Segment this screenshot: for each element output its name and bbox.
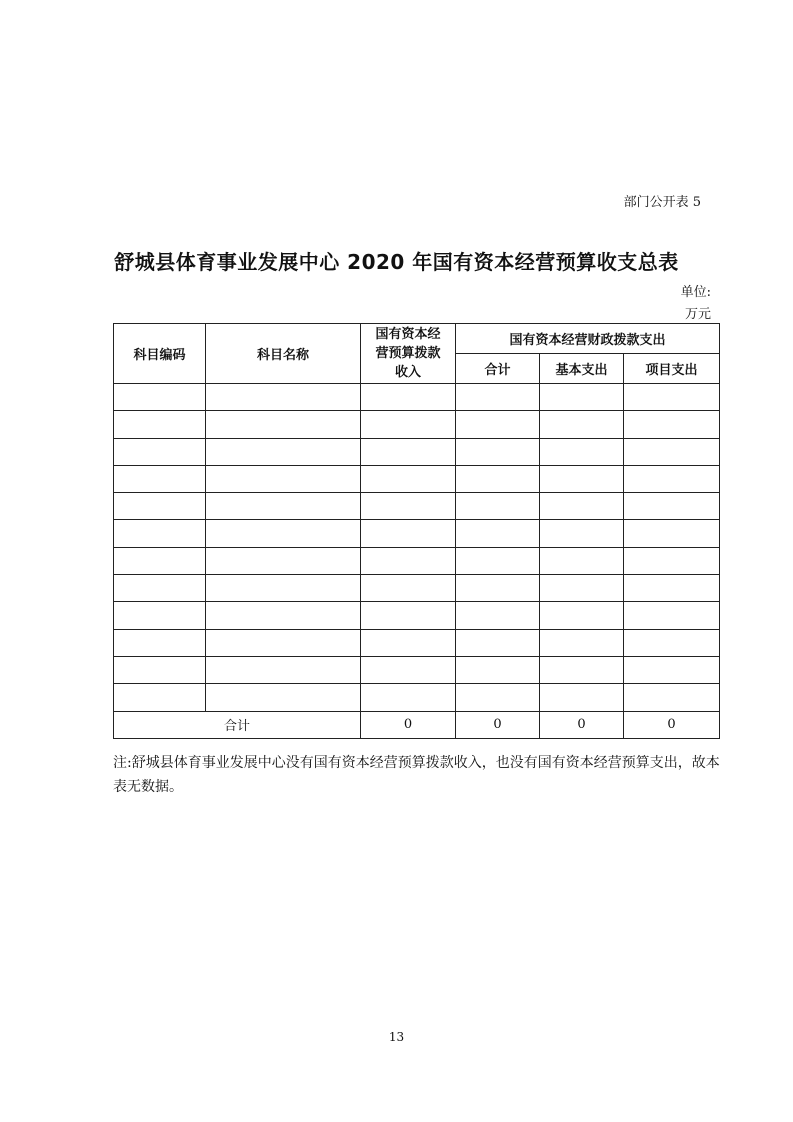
table-cell — [624, 384, 720, 411]
table-cell — [206, 438, 361, 465]
table-cell — [361, 656, 456, 683]
table-cell — [624, 438, 720, 465]
table-cell — [114, 493, 206, 520]
table-cell — [114, 411, 206, 438]
table-row — [114, 602, 720, 629]
header-income — [361, 324, 456, 384]
table-cell — [206, 656, 361, 683]
table-cell — [456, 684, 540, 711]
table-cell — [456, 547, 540, 574]
table-cell — [206, 520, 361, 547]
total-row-income: 0 — [361, 711, 456, 738]
header-expenditure-group: 国有资本经营财政拨款支出 — [456, 324, 720, 354]
table-cell — [540, 602, 624, 629]
table-cell — [114, 465, 206, 492]
table-cell — [456, 520, 540, 547]
table-cell — [114, 547, 206, 574]
table-cell — [361, 465, 456, 492]
table-cell — [206, 684, 361, 711]
table-cell — [361, 684, 456, 711]
table-cell — [540, 384, 624, 411]
table-row — [114, 384, 720, 411]
budget-table — [113, 323, 720, 739]
table-cell — [456, 575, 540, 602]
table-cell — [540, 411, 624, 438]
unit-value: 万元 — [684, 307, 711, 322]
table-cell — [540, 438, 624, 465]
header-project-expenditure: 项目支出 — [624, 354, 720, 384]
table-row — [114, 656, 720, 683]
total-row-label: 合计 — [114, 711, 361, 738]
footnote: 注:舒城县体育事业发展中心没有国有资本经营预算拨款收入，也没有国有资本经营预算支出，故本表无数据。 — [113, 755, 720, 795]
header-row-top — [114, 324, 720, 354]
table-cell — [206, 411, 361, 438]
unit-caption: 单位: — [680, 285, 711, 300]
table-cell — [456, 656, 540, 683]
table-cell — [540, 520, 624, 547]
table-row — [114, 547, 720, 574]
table-cell — [456, 493, 540, 520]
table-body — [114, 384, 720, 739]
table-cell — [540, 684, 624, 711]
header-subject-name: 科目名称 — [206, 324, 361, 384]
header-total: 合计 — [456, 354, 540, 384]
table-cell — [456, 438, 540, 465]
table-cell — [361, 602, 456, 629]
table-cell — [456, 465, 540, 492]
table-cell — [624, 629, 720, 656]
table-cell — [361, 438, 456, 465]
table-cell — [624, 493, 720, 520]
table-cell — [456, 384, 540, 411]
table-cell — [624, 575, 720, 602]
table-cell — [456, 602, 540, 629]
total-row-basic: 0 — [540, 711, 624, 738]
total-row-total: 0 — [456, 711, 540, 738]
table-cell — [361, 547, 456, 574]
table-cell — [206, 547, 361, 574]
table-cell — [114, 520, 206, 547]
table-cell — [540, 493, 624, 520]
table-row — [114, 465, 720, 492]
table-cell — [206, 465, 361, 492]
table-cell — [114, 438, 206, 465]
table-cell — [206, 602, 361, 629]
table-cell — [540, 547, 624, 574]
table-cell — [361, 520, 456, 547]
table-cell — [624, 465, 720, 492]
table-cell — [624, 547, 720, 574]
total-row — [114, 711, 720, 738]
table-row — [114, 493, 720, 520]
table-cell — [361, 384, 456, 411]
table-cell — [540, 656, 624, 683]
table-cell — [114, 629, 206, 656]
table-row — [114, 520, 720, 547]
table-row — [114, 684, 720, 711]
table-row — [114, 411, 720, 438]
table-cell — [361, 629, 456, 656]
table-row — [114, 629, 720, 656]
table-cell — [361, 493, 456, 520]
table-row — [114, 575, 720, 602]
header-basic-expenditure: 基本支出 — [540, 354, 624, 384]
header-income-line: 收入 — [394, 365, 421, 380]
table-cell — [114, 684, 206, 711]
table-cell — [114, 602, 206, 629]
page-number: 13 — [388, 1030, 405, 1044]
table-cell — [540, 629, 624, 656]
table-cell — [624, 684, 720, 711]
table-cell — [624, 411, 720, 438]
table-cell — [624, 602, 720, 629]
header-income-line: 营预算拨款 — [375, 346, 441, 361]
header-income-line: 国有资本经 — [375, 327, 441, 342]
table-cell — [624, 656, 720, 683]
table-cell — [540, 465, 624, 492]
unit-label — [681, 282, 711, 326]
header-subject-code: 科目编码 — [114, 324, 206, 384]
table-cell — [114, 575, 206, 602]
table-cell — [540, 575, 624, 602]
table-cell — [361, 411, 456, 438]
page-title: 舒城县体育事业发展中心 2020 年国有资本经营预算收支总表 — [114, 250, 679, 274]
table-cell — [456, 411, 540, 438]
total-row-project: 0 — [624, 711, 720, 738]
table-cell — [456, 629, 540, 656]
table-row — [114, 438, 720, 465]
document-label: 部门公开表 5 — [623, 195, 701, 210]
table-cell — [114, 384, 206, 411]
table-cell — [206, 493, 361, 520]
table-cell — [114, 656, 206, 683]
table-cell — [206, 629, 361, 656]
table-cell — [361, 575, 456, 602]
table-cell — [206, 575, 361, 602]
table-cell — [206, 384, 361, 411]
table-cell — [624, 520, 720, 547]
